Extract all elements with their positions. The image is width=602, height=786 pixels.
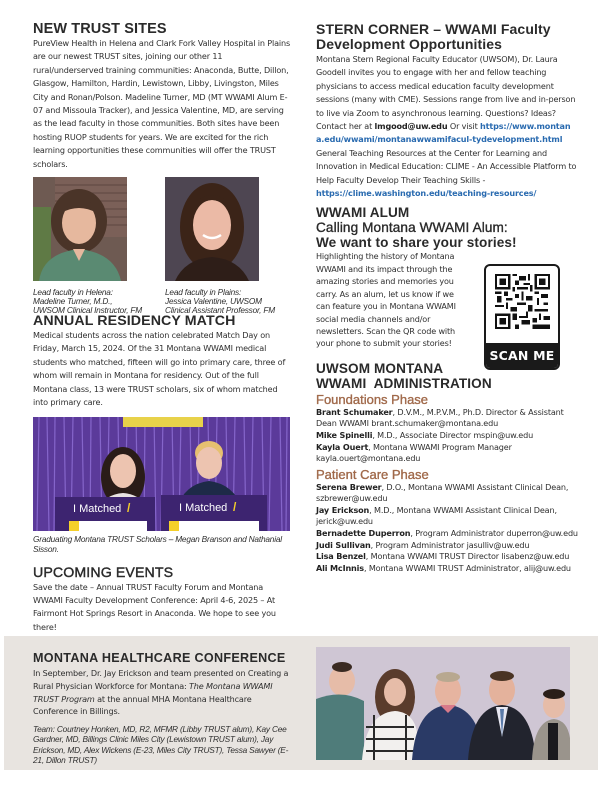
section-heading: ANNUAL RESIDENCY MATCH [33,313,236,330]
section-heading: NEW TRUST SITES [33,21,167,37]
sign-right-text: I Matched [179,501,228,514]
patient-care-people [316,482,578,575]
residency-match-section [33,314,291,409]
caption-plains: Lead faculty in Plains: Jessica Valentine, UWSOM Clinical Assistant Professor, FM [165,287,275,316]
person-entry: Ali McInnis, Montana WWAMI TRUST Administrator, alij@uw.edu [316,562,571,573]
left-column [33,22,291,634]
section-heading: MONTANA HEALTHCARE CONFERENCE [33,651,286,665]
person-entry: Serena Brewer, D.O., Montana WWAMI Assistant Clinical Dean, szbrewer@uw.edu [316,481,569,504]
stern-corner-section [316,22,578,200]
healthcare-conference-band [4,636,598,770]
foundations-people [316,407,578,465]
qr-code-icon [495,274,550,329]
section-body: Medical students across the nation celebrated Match Day on Friday, March 15, 2024. Of the 31 Montana WWAMI medical students who matched, fifteen will go into primary care, three of whom will remain in Montana for residency. Out of the full Montana class, 13 were TRUST scholars, six of whom matched into primary care. [33,330,286,408]
right-column [316,22,578,574]
person-entry: Judi Sullivan, Program Administrator jasulliv@uw.edu [316,539,530,550]
new-trust-sites-section [33,22,291,171]
healthcare-conference-text [33,651,295,765]
section-body: PureView Health in Helena and Clark Fork Valley Hospital in Plains are our newest TRUST sites, joining our other 11 rural/underserved training communities: Anaconda, Butte, Dillon, Glasgow, Hamilton, Hardin, Lewistown, Libby, Livingston, Miles City and Ronan/Polson. Madeline Turner, MD (MT WWAMI Alum E-07 and Missoula Tracker), and Jessica Valentine, MD, are serving as the lead faculty in those communities. Both sites have been hosting RUOP students for years. We are excited for the rich learning opportunities these communities will offer the TRUST scholars. [33,38,291,169]
foundations-phase-title: Foundations Phase [316,391,429,407]
alum-subheading-2: We want to share your stories! [316,235,517,251]
svg-text:/: / [127,500,131,515]
section-heading: STERN CORNER – WWAMI Faculty Development Opportunities [316,21,551,52]
clime-resources-link[interactable]: https://clime.washington.edu/teaching-resources/ [316,188,537,199]
section-body: Highlighting the history of Montana WWAMI and its impact through the amazing stories and memories you carry. As an alum, let us know if we can feature you in Montana WWAMI social media channels and/or newsletters. Scan the QR code with your phone to submit your stories! [316,251,456,349]
administration-section [316,361,578,575]
person-entry: Mike Spinelli, M.D., Associate Director mspin@uw.edu [316,429,534,440]
scan-me-label: SCAN ME [486,343,558,368]
person-entry: Bernadette Duperron, Program Administrator duperron@uw.edu [316,528,578,539]
wwami-alum-section [316,205,578,364]
resources-text: General Teaching Resources at the Center for Learning and Innovation in Medical Education: CLIME - An Accessible Platform to Help Faculty Develop Their Teaching Skills - https://clime.washington.edu/teaching-resources/ [316,147,577,199]
patient-care-phase-title: Patient Care Phase [316,466,429,482]
photo-madeline-turner [33,177,127,281]
contact-email[interactable]: lmgood@uw.edu [374,121,448,132]
conference-team-photo [316,647,570,760]
team-caption: Team: Courtney Honken, MD, R2, MFMR (Libby TRUST alum), Kay Cee Gardner, MD, Billings Clinic Miles City (Lewistown TRUST alum), Jay Erickson, MD, Alex Wickens (E-23, Miles City TRUST), Tessa Sawyer (E-21, Dillon TRUST) [33,724,289,765]
qr-code[interactable] [484,264,560,370]
section-body: Save the date – Annual TRUST Faculty Forum and Montana WWAMI Faculty Development Conference: April 4-6, 2025 – At Fairmont Hot Springs Resort in Anaconda. We hope to see you there! [33,581,276,632]
match-photo-caption: Graduating Montana TRUST Scholars – Megan Branson and Nathanial Sisson. [33,533,282,554]
section-body: In September, Dr. Jay Erickson and team presented on Creating a Rural Physician Workforce for Montana: The Montana WWAMI TRUST Program at the annual MHA Montana Healthcare Conference in Billings. [33,668,289,717]
section-heading: UPCOMING EVENTS [33,564,174,581]
alum-subheading-1: Calling Montana WWAMI Alum: [316,220,508,236]
faculty-development-link[interactable]: https://www.montana.edu/wwami/montanawwamifacul-tydevelopment.html [316,121,571,145]
match-day-photo [33,417,290,531]
person-entry: Lisa Benzel, Montana WWAMI TRUST Director lisabenz@uw.edu [316,551,570,562]
person-entry: Brant Schumaker, D.V.M., M.P.V.M., Ph.D. Director & Assistant Dean WWAMI brant.schumaker@montana.edu [316,406,564,429]
section-body: Montana Stern Regional Faculty Educator (UWSOM), Dr. Laura Goodell invites you to engage with her and fellow teaching physicians to access medical education faculty development sessions (many with CME). Sessions range from live and in-person to live via Zoom to asynchronous learning. Questions? Ideas? Contact her at lmgood@uw.edu Or visit https://www.montana.edu/wwami/montanawwamifacul-tydevelopment.html [316,54,576,145]
caption-helena: Lead faculty in Helena: Madeline Turner, M.D., UWSOM Clinical Instructor, FM [33,287,142,316]
person-entry: Kayla Ouert, Montana WWAMI Program Manager kayla.ouert@montana.edu [316,441,512,464]
svg-text:/: / [233,499,237,514]
section-heading: WWAMI ALUM [316,205,410,221]
upcoming-events-section [33,566,291,635]
section-heading: UWSOM MONTANA WWAMI ADMINISTRATION [316,360,492,391]
person-entry: Jay Erickson, M.D., Montana WWAMI Assistant Clinical Dean, jerick@uw.edu [316,504,557,527]
faculty-photos [33,177,291,317]
sign-left-text: I Matched [73,502,122,515]
photo-jessica-valentine [165,177,259,281]
